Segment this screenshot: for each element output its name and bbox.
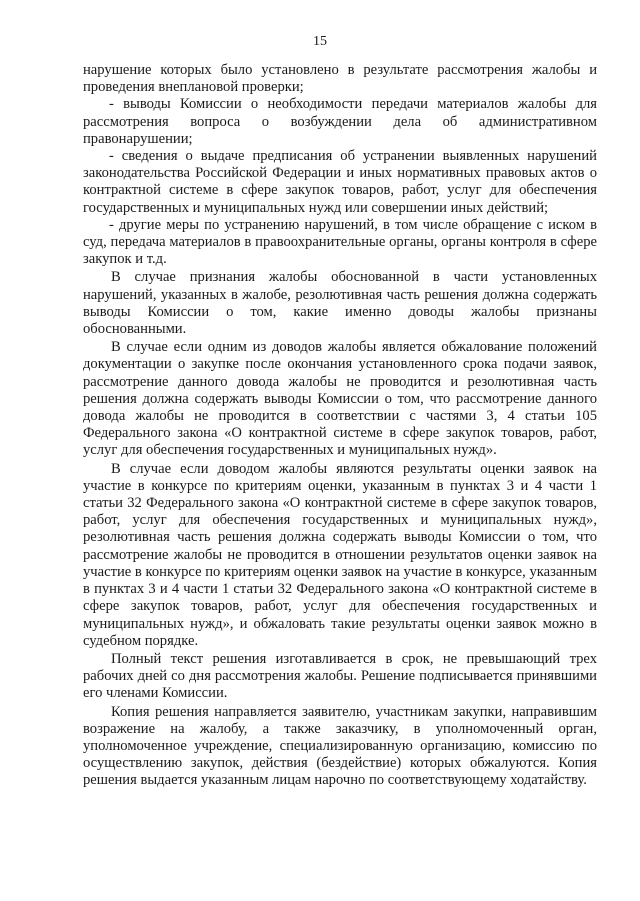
page-number: 15 bbox=[313, 34, 327, 49]
list-item-other-measures: - другие меры по устранению нарушений, в том числе обращение с иском в суд, передача материалов в правоохранительные органы, органы контроля в сфере закупок и т.д. bbox=[83, 216, 597, 268]
paragraph-full-text: Полный текст решения изготавливается в срок, не превышающий трех рабочих дней со дня рассмотрения жалобы. Решение подписывается принявшими его членами Комиссии. bbox=[83, 650, 597, 702]
paragraph-copy-of-decision: Копия решения направляется заявителю, участникам закупки, направившим возражение на жалобу, а также заказчику, в уполномоченный орган, уполномоченное учреждение, специализированную организацию, комиссию по осуществлению закупок, действия (бездействие) которых обжалуются. Копия решения выдается указанным лицам нарочно по соответствующему ходатайству. bbox=[83, 703, 597, 789]
document-body bbox=[83, 62, 597, 790]
paragraph-documentation-appeal: В случае если одним из доводов жалобы является обжалование положений документации о закупке после окончания установленного срока подачи заявок, рассмотрение данного довода жалобы не проводится и резолютивная часть решения должна содержать выводы Комиссии о том, что рассмотрение данного довода жалобы не проводится в соответствии с частями 3, 4 статьи 105 Федерального закона «О контрактной системе в сфере закупок товаров, работ, услуг для обеспечения государственных и муниципальных нужд». bbox=[83, 339, 597, 459]
list-item-prescription: - сведения о выдаче предписания об устранении выявленных нарушений законодательства Российской Федерации и иных нормативных правовых актов о контрактной системе в сфере закупок товаров, работ, услуг для обеспечения государственных и муниципальных нужд или совершении иных действий; bbox=[83, 148, 597, 216]
paragraph-continuation: нарушение которых было установлено в результате рассмотрения жалобы и проведения внеплановой проверки; bbox=[83, 62, 597, 96]
paragraph-justified-complaint: В случае признания жалобы обоснованной в части установленных нарушений, указанных в жалобе, резолютивная часть решения должна содержать выводы Комиссии о том, какие именно доводы жалобы признаны обоснованными. bbox=[83, 269, 597, 338]
list-item-transfer-materials: - выводы Комиссии о необходимости передачи материалов жалобы для рассмотрения вопроса о возбуждении дела об административном правонарушении; bbox=[83, 96, 597, 147]
paragraph-evaluation-results: В случае если доводом жалобы являются результаты оценки заявок на участие в конкурсе по критериям оценки, указанным в пунктах 3 и 4 части 1 статьи 32 Федерального закона «О контрактной системе в сфере закупок товаров, работ, услуг для обеспечения государственных и муниципальных нужд», резолютивная часть решения должна содержать выводы Комиссии о том, что рассмотрение жалобы не проводится в отношении результатов оценки заявок на участие в конкурсе по критериям оценки заявок на участие в конкурсе, указанным в пунктах 3 и 4 части 1 статьи 32 Федерального закона «О контрактной системе в сфере закупок товаров, работ, услуг для обеспечения государственных и муниципальных нужд», и обжаловать такие результаты оценки заявок можно в судебном порядке. bbox=[83, 460, 597, 649]
